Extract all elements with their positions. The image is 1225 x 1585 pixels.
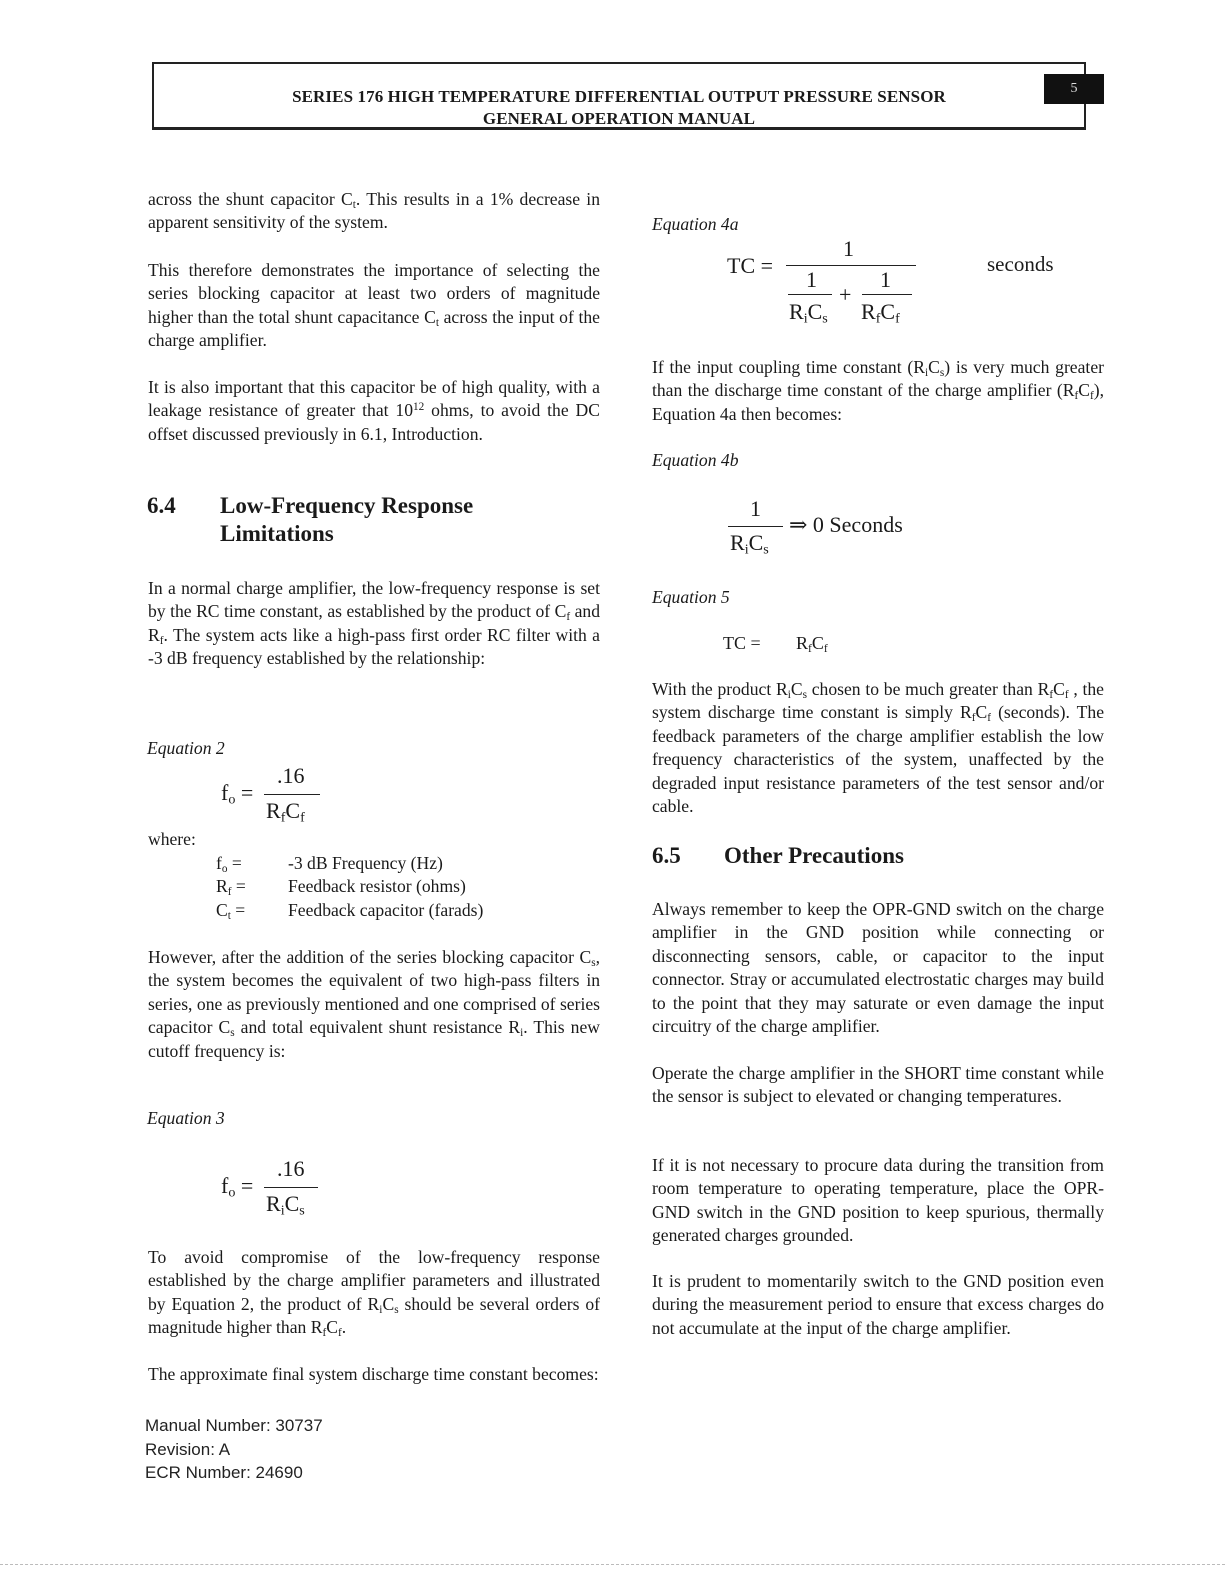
header-box [152, 62, 1086, 130]
variable-definitions [216, 852, 483, 922]
equation-4b-label: Equation 4b [652, 450, 739, 470]
paragraph-normal-amplifier: In a normal charge amplifier, the low-frequency response is set by the RC time constant, as established by the product of $C_f$ and $R_f$. The system acts like a high-pass first order RC filter with a -3 dB frequency established by the relationship: [148, 578, 600, 669]
equation-2-label: Equation 2 [147, 738, 225, 758]
section-6-5-title: Other Precautions [724, 843, 904, 868]
section-6-4-number: 6.4 [147, 493, 176, 518]
page-number-badge: 5 [1044, 74, 1104, 104]
def-ct: $C_t$ = Feedback capacitor (farads) [216, 899, 484, 922]
where-label: where: [148, 829, 196, 849]
revision: Revision: A [145, 1439, 231, 1459]
section-6-5-number: 6.5 [652, 843, 681, 868]
paragraph-quality: It is also important that this capacitor be of high quality, with a leakage resistance of greater that $10^{12}$ ohms, to avoid the DC offset discussed previously in 6.1, Introduction. [148, 377, 600, 444]
paragraph-importance: This therefore demonstrates the importance of selecting the series blocking capacitor at least two orders of magnitude higher than the total shunt capacitance $C_t$ across the input of the charge amplifier. [148, 260, 600, 351]
paragraph-shunt: across the shunt capacitor $C_t$. This results in a 1% decrease in apparent sensitivity of the system. [148, 189, 600, 233]
paragraph-operate: Operate the charge amplifier in the SHORT time constant while the sensor is subject to elevated or changing temperatures. [652, 1063, 1104, 1107]
equation-4a-label: Equation 4a [652, 214, 739, 234]
header-line-2: GENERAL OPERATION MANUAL [482, 109, 756, 128]
def-rf: $R_f$ = Feedback resistor (ohms) [216, 876, 466, 899]
paragraph-series-blocking: However, after the addition of the series blocking capacitor $C_s$, the system becomes the equivalent of two high-pass filters in series, one as previously mentioned and one comprised of series capacitor $C_s$ and total equivalent shunt resistance $R_i$. This new cutoff frequency is: [148, 947, 600, 1061]
ecr-number: ECR Number: 24690 [145, 1463, 303, 1482]
manual-number: Manual Number: 30737 [145, 1416, 323, 1435]
header-line-1: SERIES 176 HIGH TEMPERATURE DIFFERENTIAL OUTPUT PRESSURE SENSOR [292, 87, 946, 106]
paragraph-product: With the product $R_iC_s$ chosen to be much greater than $R_fC_f$ , the system discharge time constant is simply $R_fC_f$ (seconds). The feedback parameters of the charge amplifier establish the low frequency characteristics of the system, unaffected by the degraded input resistance parameters of the test sensor and/or cable. [652, 679, 1104, 817]
def-fo: $f_o = -3$ dB Frequency (Hz) [216, 853, 443, 875]
equation-5-label: Equation 5 [652, 587, 730, 607]
scan-edge-line [0, 1564, 1225, 1565]
document-footer [145, 1414, 323, 1485]
paragraph-transition: If it is not necessary to procure data during the transition from room temperature to operating temperature, place the OPR-GND switch in the GND position to keep spurious, thermally generated charges grounded. [652, 1155, 1104, 1246]
paragraph-avoid-compromise: To avoid compromise of the low-frequency response established by the charge amplifier parameters and illustrated by Equation 2, the product of $R_iC_s$ should be several orders of magnitude higher than $R_fC_f$. [148, 1247, 601, 1340]
paragraph-prudent: It is prudent to momentarily switch to the GND position even during the measurement period to ensure that excess charges do not accumulate at the input of the charge amplifier. [652, 1271, 1104, 1338]
section-6-4-title: Low-Frequency Response Limitations [220, 493, 474, 546]
paragraph-input-coupling: If the input coupling time constant $(R_iC_s)$ is very much greater than the discharge time constant of the charge amplifier $(R_fC_f)$, Equation 4a then becomes: [652, 357, 1104, 424]
equation-3-label: Equation 3 [147, 1108, 225, 1128]
paragraph-final-constant: The approximate final system discharge time constant becomes: [148, 1364, 599, 1384]
page-title [154, 86, 1084, 130]
paragraph-always-remember: Always remember to keep the OPR-GND switch on the charge amplifier in the GND position while connecting or disconnecting sensors, cable, or capacitor to the input connector. Stray or accumulated electrostatic charges may build to the point that they may saturate or even damage the input circuitry of the charge amplifier. [652, 899, 1104, 1037]
